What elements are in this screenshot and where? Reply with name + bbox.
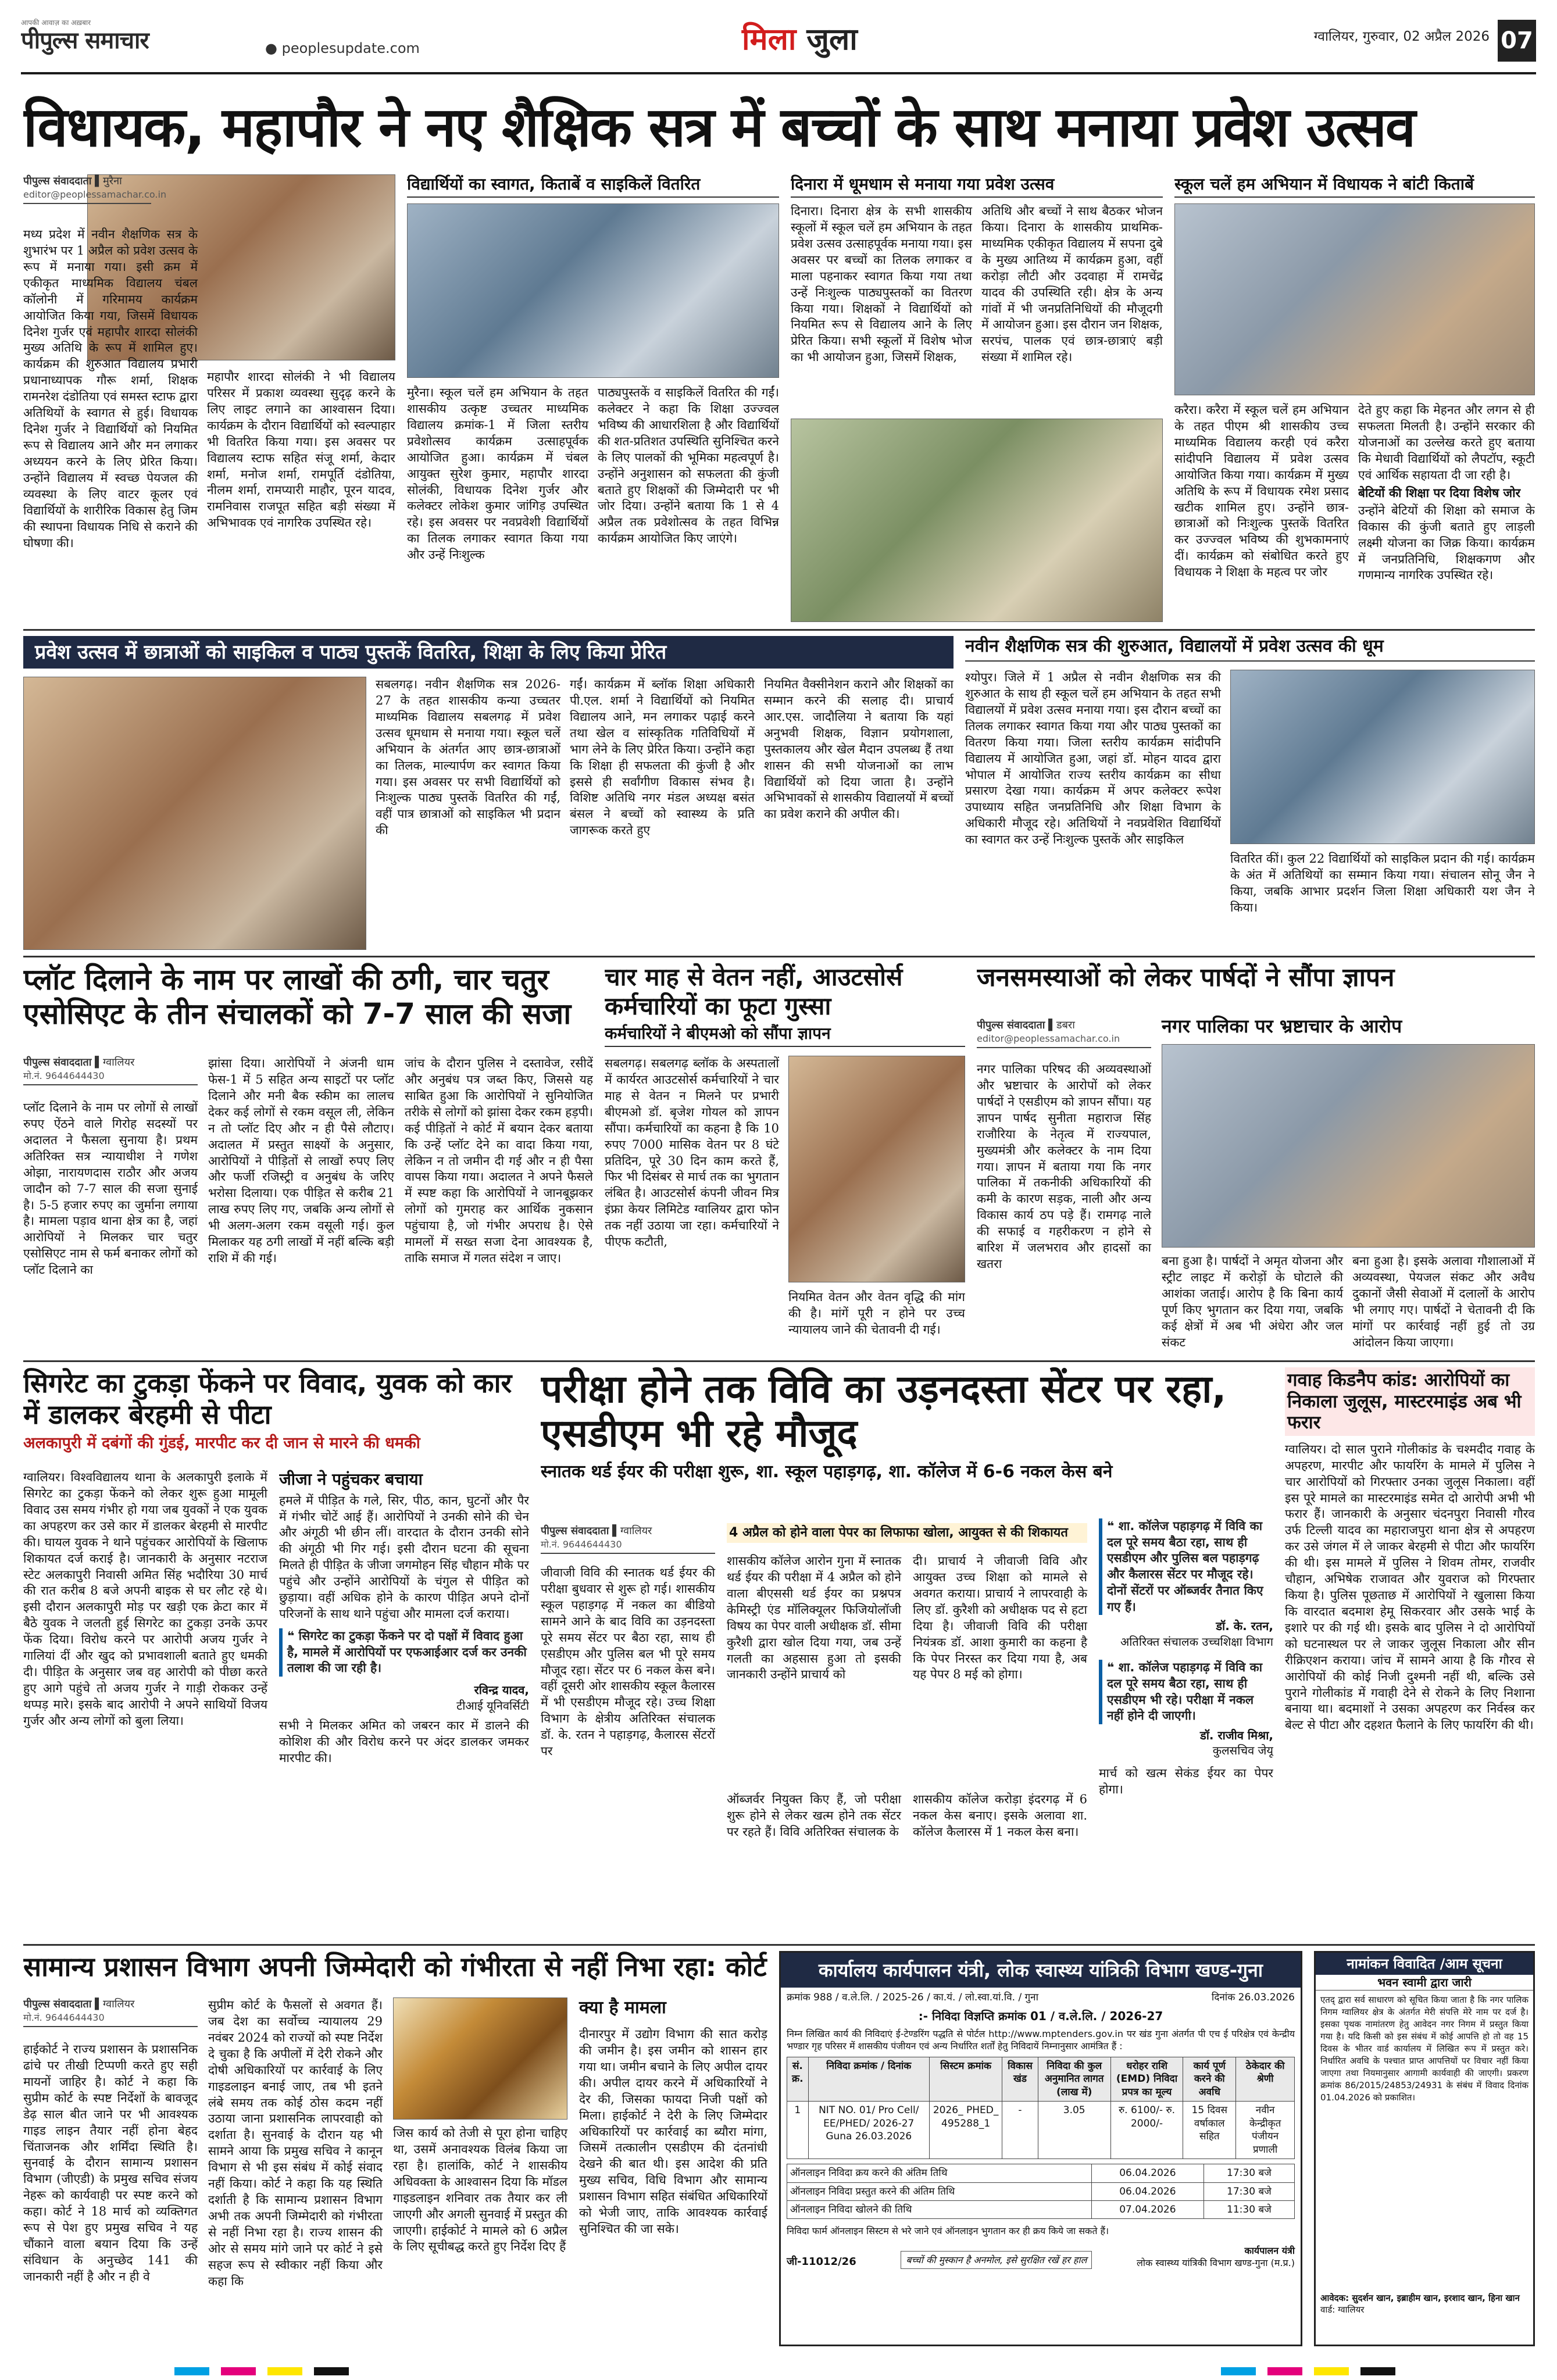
tender-date-cell: 11:30 बजे	[1204, 2200, 1294, 2218]
story-kidnap-body: ग्वालियर। दो साल पुराने गोलीकांड के चश्मदीद गवाह के अपहरण, मारपीट और फायरिंग के मामले में पुलिस ने चार आरोपियों को गिरफ्तार उनका जुलूस निकाला। वहीं इस पूरे मामले का मास्टरमाइंड समेत दो आरोपी अभी भी फरार हैं। जानकारी के अनुसार चंदनपुरा निवासी गौरव उर्फ टिल्ली यादव का महाराजपुरा थाना क्षेत्र से अपहरण कर उसे जंगल में ले जाकर बेरहमी से पीटा और फायरिंग की थी। इस मामले में पुलिस ने शिवम तोमर, राजवीर चौहान, अभिषेक राजावत और युवराज को गिरफ्तार किया है। पुलिस पूछताछ में आरोपियों ने खुलासा किया कि वारदात बदमाश हेमू सिकरवार और उसके भाई के इशारे पर की गई थी। इसके बाद पुलिस ने दो आरोपियों को घटनास्थल पर ले जाकर जुलूस निकाला और सीन रीक्रिएशन कराया। जांच में सामने आया है कि गौरव से आरोपियों की कोई निजी दुश्मनी नहीं थी, बल्कि उसे पुराने गोलीकांड में गवाही देने से रोकने के लिए निशाना बनाया था। बदमाशों ने उसका अपहरण कर निर्वस्त्र कर बेल्ट से पीटा और दहशत फैलाने के लिए फायरिंग की थी।	[1285, 1442, 1535, 1732]
cigarette-signer-name: रविन्द्र यादव,	[474, 1683, 529, 1698]
story-court-col4: दीनारपुर में उद्योग विभाग की सात करोड़ की जमीन है। इस जमीन को शासन हार गया था। जमीन बचाने के लिए अपील दायर की। अपील दायर करने में अधिकारियों ने देर की, जिसका फायदा निजी पक्षों को मिला। हाईकोर्ट ने देरी के लिए जिम्मेदार अधिकारियों पर कार्रवाई का ब्यौरा मांगा, जिसमें तत्कालीन एसडीएम की दंतनांधी देखने की बात थी। इस आदेश की प्रति मुख्य सचिव, विधि विभाग और सामान्य प्रशासन विभाग सहित संबंधित अधिकारियों को भेजी जाए, ताकि आवश्यक कार्रवाई सुनिश्चित की जा सके।	[579, 2027, 767, 2236]
tender-intro: निम्न लिखित कार्य की निविदाएं ई-टेण्डरिंग पद्धति से पोर्टल http://www.mptenders.gov.in पर खंड गुना अंतर्गत पी एच ई परिक्षेत्र एवं केन्द्रीय भण्डार गृह परिसर में शासकीय पंजीयन एवं अन्य निर्धारित शर्तों हेतु निविदायें निम्नानुसार आमंत्रित हैं :	[787, 2028, 1295, 2052]
story-sheopur-title: नवीन शैक्षणिक सत्र की शुरुआत, विद्यालयों में प्रवेश उत्सव की धूम	[965, 636, 1535, 662]
story-plot-fraud-col3: जांच के दौरान पुलिस ने दस्तावेज, रसीदें और अनुबंध पत्र जब्त किए, जिससे यह साबित हुआ कि आरोपियों ने सुनियोजित तरीके से लोगों को झांसा देकर रकम हड़पी। कई पीड़ितों ने कोर्ट में बयान देकर बताया कि उन्हें प्लॉट देने का वादा किया गया, लेकिन न तो जमीन दी गई और न ही पैसा वापस किया गया। अदालत ने अपने फैसले में स्पष्ट कहा कि आरोपियों ने जानबूझकर लोगों को गुमराह कर आर्थिक नुकसान पहुंचाया है, जो गंभीर अपराध है। ऐसे मामलों में सख्त सजा देना आवश्यक है, ताकि समाज में गलत संदेश न जाए।	[405, 1056, 593, 1266]
divider	[23, 1944, 1535, 1946]
story-sheopur	[965, 636, 1535, 950]
masthead	[21, 16, 1536, 74]
story-court-byline: पीपुल्स संवाददाता ▌ग्वालियर मो.नं. 9644644430	[23, 1997, 198, 2027]
tender-cell: रु. 6100/- रु. 2000/-	[1110, 2102, 1183, 2159]
tender-col-header: निविदा की कुल अनुमानित लागत (लाख में)	[1038, 2057, 1110, 2102]
story-murena-title: विद्यार्थियों का स्वागत, किताबें व साइकिलें वितरित	[407, 174, 779, 198]
story-exam-headline: परीक्षा होने तक विवि का उड़नदस्ता सेंटर पर रहा, एसडीएम भी रहे मौजूद	[541, 1367, 1227, 1456]
story-karera-photo	[1174, 203, 1535, 395]
story-cigarette-col1: ग्वालियर। विश्वविद्यालय थाना के अलकापुरी इलाके में सिगरेट का टुकड़ा फेंकने को लेकर शुरू हुआ मामूली विवाद उस समय गंभीर हो गया जब युवकों ने एक युवक का अपहरण कर उसे कार में डालकर बेरहमी से मारपीट की। घायल युवक ने थाने पहुंचकर आरोपियों के खिलाफ शिकायत दर्ज कराई है। जानकारी के अनुसार नटराज स्टेट अलकापुरी निवासी अमित सिंह भदौरिया 30 मार्च की रात करीब 8 बजे अपनी बाइक से घर लौट रहे थे। इसी दौरान अलकापुरी मोड़ पर खड़ी एक क्रेटा कार में बैठे युवक ने जलती हुई सिगरेट का टुकड़ा उनके ऊपर फेंक दिया। विरोध करने पर आरोपी अजय गुर्जर ने गालियां दीं और खुद को प्रभावशाली बताते हुए धमकी दी। पीड़ित के अनुसार जब वह आरोपी को पीछा करते हुए आगे पहुंचे तो अजय गुर्जर ने गाड़ी रोककर उन्हें थप्पड़ मारे। इसके बाद आरोपी ने अपने साथियों विजय गुर्जर और अन्य लोगों को बुला लिया।	[23, 1470, 267, 1728]
story-plot-fraud-col1: प्लॉट दिलाने के नाम पर लोगों से लाखों रुपए ऐंठने वाले गिरोह सदस्यों पर अदालत ने फैसला सुनाया है। प्रथम अतिरिक्त सत्र न्यायाधीश ने गणेश ओझा, नारायणदास राठौर और अजय जादौन को 7-7 साल की सजा सुनाई है। 5-5 हजार रुपए का जुर्माना लगाया है। मामला पड़ाव थाना क्षेत्र का है, जहां आरोपियों ने मिलकर चार चतुर एसोसिएट नाम से फर्म बनाकर लोगों को प्लॉट दिलाने का	[23, 1100, 198, 1277]
story-karera-col2-wrap	[1358, 402, 1535, 622]
ownership-notice-title2: भवन स्वामी द्वारा जारी	[1316, 1975, 1533, 1991]
tender-date-cell: 17:30 बजे	[1204, 2164, 1294, 2182]
story-sabalgarh-col3: नियमित वैक्सीनेशन कराने और शिक्षकों का सम्मान करने की सलाह दी। प्राचार्य आर.एस. जादौलिया ने बताया कि यहां अनुभवी शिक्षक, विज्ञान प्रयोगशाला, पुस्तकालय और खेल मैदान उपलब्ध हैं तथा शासन की सभी योजनाओं का लाभ विद्यार्थियों को दिया जाता है। उन्होंने अभिभावकों से शासकीय विद्यालयों में बच्चों का प्रवेश कराने की अपील की।	[764, 677, 954, 821]
quote-icon: ❝	[1107, 1660, 1115, 1675]
story-plot-fraud	[23, 963, 593, 1352]
story-salary-photo	[788, 1056, 965, 1282]
tender-date-row	[787, 2164, 1295, 2182]
story-salary-col1: सबलगढ़। सबलगढ़ ब्लॉक के अस्पतालों में कार्यरत आउटसोर्स कर्मचारियों ने चार माह से वेतन न मिलने पर प्रभारी बीएमओ डॉ. बृजेश गोयल को ज्ञापन सौंपा। कर्मचारियों का कहना है कि 10 रुपए 7000 मासिक वेतन पर 8 घंटे प्रतिदिन, पूरे 30 दिन काम करते हैं, फिर भी दिसंबर से मार्च तक का भुगतान लंबित है। आउटसोर्स कंपनी जीवन मित्र इंफ्रा केयर लिमिटेड ग्वालियर द्वारा फोन तक नहीं उठाया जा रहा। कर्मचारियों ने पीएफ कटौती,	[605, 1056, 779, 1249]
story-murena-col2: पाठ्यपुस्तकें व साइकिलें वितरित की गईं। कलेक्टर ने कहा कि शिक्षा उज्ज्वल भविष्य की आधारशिला है और विद्यार्थियों की शत-प्रतिशत उपस्थिति सुनिश्चित करने के लिए पालकों की भूमिका महत्वपूर्ण है। उन्होंने अनुशासन को सफलता की कुंजी बताते हुए शिक्षकों की जिम्मेदारी पर भी जोर दिया। उन्होंने बताया कि 1 से 4 अप्रैल तक प्रवेशोत्सव के तहत विभिन्न कार्यक्रम आयोजित किए जाएंगे।	[598, 385, 779, 546]
story-sabalgarh-col1: सबलगढ़। नवीन शैक्षणिक सत्र 2026-27 के तहत शासकीय कन्या उच्चतर माध्यमिक विद्यालय सबलगढ़ में प्रवेश उत्सव धूमधाम से मनाया गया। स्कूल चलें अभियान के अंतर्गत आए छात्र-छात्राओं का तिलक, माल्यार्पण कर स्वागत किया गया। इस अवसर पर सभी विद्यार्थियों को निःशुल्क पाठ्य पुस्तकें वितरित की गईं, वहीं पात्र छात्राओं को साइकिल भी प्रदान की	[376, 677, 560, 838]
exam-byline-mobile: मो.नं. 9644644430	[541, 1538, 622, 1550]
plot-byline-place: ग्वालियर	[103, 1056, 135, 1069]
story-exam-col4: ऑब्जर्वर नियुक्त किए हैं, जो परीक्षा शुरू होने से लेकर खत्म होने तक सेंटर पर रहते हैं। विवि अतिरिक्त संचालक के	[727, 1792, 901, 1839]
tender-date-cell: 06.04.2026	[1091, 2182, 1204, 2200]
tender-footer: निविदा फार्म ऑनलाइन सिस्टम से भरे जाने एवं ऑनलाइन भुगतान कर ही क्रय किये जा सकते हैं।	[787, 2225, 1109, 2237]
tender-signer-title: लोक स्वास्थ्य यांत्रिकी विभाग खण्ड-गुना (म.प्र.)	[1136, 2257, 1295, 2268]
dabra-byline-name: पीपुल्स संवाददाता	[977, 1019, 1045, 1031]
story-dabra-col2: बना हुआ है। पार्षदों ने अमृत योजना और स्ट्रीट लाइट में करोड़ों के घोटाले की आशंका जताई। आरोप है कि बिना कार्य पूर्ण किए भुगतान कर दिया गया, जबकि कई क्षेत्रों में अब भी अंधेरा और जल संकट	[1162, 1254, 1343, 1349]
story-murena	[407, 174, 779, 622]
print-mark-yellow	[1314, 2367, 1349, 2375]
print-mark-yellow	[267, 2367, 302, 2375]
story-sheopur-photo	[1230, 670, 1535, 844]
tender-col-header: सिस्टम क्रमांक	[929, 2057, 1002, 2102]
lead-byline: पीपुल्स संवाददाता ▌मुरैना editor@peoplessamachar.co.in	[23, 174, 151, 204]
tender-table-wrap	[781, 2054, 1301, 2221]
tender-cell: 3.05	[1038, 2102, 1110, 2159]
tender-notice-no: :- निविदा विज्ञप्ति क्रमांक 01 / व.ले.लि. / 2026-27	[918, 2009, 1163, 2024]
story-dabra	[977, 963, 1535, 1352]
story-dabra-headline: जनसमस्याओं को लेकर पार्षदों ने सौंपा ज्ञापन	[977, 963, 1395, 992]
divider	[23, 1360, 1535, 1362]
story-kidnap-headline: गवाह किडनैप कांड: आरोपियों का निकाला जुलूस, मास्टरमाइंड अब भी फरार	[1285, 1367, 1535, 1436]
lead-byline-name: पीपुल्स संवाददाता	[23, 175, 92, 187]
dabra-byline-place: डबरा	[1056, 1019, 1075, 1031]
court-byline-name: पीपुल्स संवाददाता	[23, 1998, 92, 2010]
divider	[23, 956, 1535, 957]
tender-cell: -	[1002, 2102, 1038, 2159]
story-court-sub: क्या है मामला	[579, 1997, 666, 2018]
tender-cell: नवीन केन्द्रीकृत पंजीयन प्रणाली	[1236, 2102, 1295, 2159]
lead-byline-place: मुरैना	[103, 175, 122, 187]
story-court-col3: जिस कार्य को तेजी से पूरा होना चाहिए था, उसमें अनावश्यक विलंब किया जा रहा है। हालांकि, कोर्ट ने शासकीय अधिवक्ता के आश्वासन दिया कि मॉडल गाइडलाइन शनिवार तक तैयार कर ली जाएगी और अगली सुनवाई में प्रस्तुत की जाएगी। हाईकोर्ट ने मामले को 6 अप्रैल के लिए सूचीबद्ध करते हुए निर्देश दिए हैं	[393, 2126, 567, 2254]
divider	[23, 629, 1535, 631]
tender-col-header: धरोहर राशि (EMD) निविदा प्रपत्र का मूल्य	[1110, 2057, 1183, 2102]
story-exam-signer2	[1099, 1728, 1273, 1759]
print-mark-magenta	[221, 2367, 256, 2375]
exam-signer2-title: कुलसचिव जेयू	[1212, 1743, 1273, 1758]
ownership-notice-body: एतद् द्वारा सर्व साधारण को सूचित किया जाता है कि नगर पालिक निगम ग्वालियर क्षेत्र के अंतर्गत मेरी संपत्ति मेरे नाम पर दर्ज है। इसका पृथक नामांतरण हेतु आवेदन नगर निगम में प्रस्तुत किया गया है। यदि किसी को इस संबंध में कोई आपत्ति हो तो वह 15 दिवस के भीतर वार्ड कार्यालय में लिखित रूप में प्रस्तुत करे। निर्धारित अवधि के पश्चात प्राप्त आपत्तियों पर विचार नहीं किया जाएगा तथा नियमानुसार आगामी कार्यवाही की जाएगी। प्रकरण क्रमांक 86/2015/24853/24931 के संबंध में विवाद दिनांक 01.04.2026 को प्रकाशित।	[1320, 1995, 1529, 2103]
story-exam-col1: जीवाजी विवि की स्नातक थर्ड ईयर की परीक्षा बुधवार से शुरू हो गई। शासकीय स्कूल पहाड़गढ़ में नकल का बीडियो सामने आने के बाद विवि का उड़नदस्ता पूरे समय सेंटर पर बैठा रहा, साथ ही एसडीएम और पुलिस बल भी पूरे समय मौजूद रहा। सेंटर पर 6 नकल केस बने। वहीं दूसरी ओर शासकीय स्कूल कैलारस में भी एसडीएम मौजूद रहे। उच्च शिक्षा विभाग के क्षेत्रीय अतिरिक्त संचालक डॉ. के. रतन ने पहाड़गढ़, कैलारस सेंटरों पर	[541, 1566, 715, 1759]
tender-cell: NIT NO. 01/ Pro Cell/ EE/PHED/ 2026-27 Guna 26.03.2026	[808, 2102, 929, 2159]
story-exam-inset-title: 4 अप्रैल को होने वाला पेपर का लिफाफा खोला, आयुक्त से की शिकायत	[727, 1523, 1087, 1543]
story-cigarette-col2: हमले में पीड़ित के गले, सिर, पीठ, कान, घुटनों और पैर में गंभीर चोटें आई हैं। आरोपियों ने उनकी सोने की चेन और अंगूठी भी छीन लीं। वारदात के दौरान उनकी सोने की अंगूठी भी गिर गई। इसी दौरान घटना की सूचना मिलते ही पीड़ित के जीजा जगमोहन सिंह चौहान मौके पर पहुंचे और उन्होंने आरोपियों के चंगुल से पीड़ित को छुड़ाया। वहीं अधिक होने के कारण पीड़ित अपने दोनों परिजनों के साथ थाने पहुंचा और मामला दर्ज कराया।	[279, 1493, 529, 1621]
story-exam-quote2-text: शा. कॉलेज पहाड़गढ़ में विवि का दल पूरे समय बैठा रहा, साथ ही एसडीएम भी रहे। परीक्षा में नकल नहीं होने दी जाएगी।	[1107, 1660, 1263, 1723]
tender-notice	[779, 1951, 1302, 2346]
tender-signer	[1137, 2245, 1295, 2269]
tender-title: कार्यालय कार्यपालन यंत्री, लोक स्वास्थ्य यांत्रिकी विभाग खण्ड-गुना	[781, 1953, 1301, 1988]
tender-cell: 15 दिवस वर्षाकाल सहित	[1183, 2102, 1236, 2159]
story-kidnap	[1285, 1367, 1535, 1937]
story-sabalgarh-col2: गईं। कार्यक्रम में ब्लॉक शिक्षा अधिकारी पी.एल. शर्मा ने विद्यार्थियों को नियमित विद्यालय आने, मन लगाकर पढ़ाई करने तथा खेल व सांस्कृतिक गतिविधियों में भाग लेने के लिए प्रेरित किया। उन्होंने कहा कि शिक्षा ही सफलता की कुंजी है और इससे ही सर्वांगीण विकास संभव है। विशिष्ट अतिथि नगर मंडल अध्यक्ष बसंत बंसल ने बच्चों को स्वास्थ्य के प्रति जागरूक करते हुए	[570, 677, 755, 838]
dabra-byline-email: editor@peoplessamachar.co.in	[977, 1032, 1120, 1044]
logo-tagline: आपकी आवाज़ का अख़बार	[21, 19, 91, 27]
story-cigarette-quote-text: सिगरेट का टुकड़ा फेंकने पर दो पक्षों में विवाद हुआ है, मामले में आरोपियों पर एफआईआर दर्ज कर उनकी तलाश की जा रही है।	[287, 1628, 527, 1675]
tender-date-cell: ऑनलाइन निविदा प्रस्तुत करने की अंतिम तिथि	[787, 2182, 1092, 2200]
tender-date-cell: 06.04.2026	[1091, 2164, 1204, 2182]
tender-col-header: ठेकेदार की श्रेणी	[1236, 2057, 1295, 2102]
story-salary-headline: चार माह से वेतन नहीं, आउटसोर्स कर्मचारियों का फूटा गुस्सा	[605, 963, 903, 1020]
story-exam-quote1	[1099, 1518, 1273, 1615]
tender-dates-body	[787, 2164, 1295, 2219]
story-sabalgarh-banner: प्रवेश उत्सव में छात्राओं को साइकिल व पाठ्य पुस्तकें वितरित, शिक्षा के लिए किया प्रेरित	[23, 636, 954, 669]
story-cigarette-headline: सिगरेट का टुकड़ा फेंकने पर विवाद, युवक को कार में डालकर बेरहमी से पीटा	[23, 1367, 512, 1431]
quote-icon: ❝	[1107, 1519, 1115, 1533]
tender-col-header: निविदा क्रमांक / दिनांक	[808, 2057, 929, 2102]
exam-signer2-name: डॉ. राजीव मिश्रा,	[1200, 1728, 1273, 1742]
tender-slogan: बच्चों की मुस्कान है अनमोल, इसे सुरक्षित रखें हर हाल	[901, 2251, 1092, 2269]
story-cigarette-quote	[279, 1628, 529, 1677]
exam-signer1-name: डॉ. के. रतन,	[1216, 1619, 1273, 1634]
story-court-photo-gavel	[393, 1997, 567, 2120]
story-court-col2: सुप्रीम कोर्ट के फैसलों से अवगत हैं। जब देश का सर्वोच्च न्यायालय 29 नवंबर 2024 को राज्यों को स्पष्ट निर्देश दे चुका है कि अपीलों में देरी रोकने और दोषी अधिकारियों पर कार्रवाई के लिए गाइडलाइन बनाई जाए, तब भी इतने लंबे समय तक कोई ठोस कदम नहीं उठाया जाना प्रशासनिक लापरवाही को दर्शाता है। सुनवाई के दौरान यह भी सामने आया कि प्रमुख सचिव ने कानून विभाग से भी इस संबंध में कोई संवाद नहीं किया। कोर्ट ने कहा कि यह स्थिति दर्शाती है कि सामान्य प्रशासन विभाग अभी तक अपनी जिम्मेदारी को गंभीरता से नहीं निभा रहा है। राज्य शासन की ओर से समय मांगे जाने पर कोर्ट ने इसे सहज रूप से स्वीकार नहीं किया और कहा कि	[208, 1998, 383, 2288]
tender-date: दिनांक 26.03.2026	[1211, 1992, 1295, 2003]
quote-icon: ❝	[287, 1628, 295, 1643]
story-dinara-col1: दिनारा। दिनारा क्षेत्र के सभी शासकीय स्कूलों में स्कूल चलें हम अभियान के तहत प्रवेश उत्सव उत्साहपूर्वक मनाया गया। इस अवसर पर बच्चों का तिलक लगाकर व माला पहनाकर स्वागत किया गया तथा उन्हें निःशुल्क पाठ्यपुस्तकों का वितरण किया गया। शिक्षकों ने विद्यार्थियों को नियमित रूप से विद्यालय आने के लिए प्रेरित किया। सभी स्कूलों में विशेष भोज का भी आयोजन हुआ, जिसमें शिक्षक,	[791, 204, 972, 364]
tender-date-row	[787, 2182, 1295, 2200]
exam-signer1-title: अतिरिक्त संचालक उच्चशिक्षा विभाग	[1120, 1634, 1273, 1649]
lead-story-main	[23, 174, 395, 622]
print-mark-black	[1360, 2367, 1395, 2375]
story-salary-col2: नियमित वेतन और वेतन वृद्धि की मांग की है। मांगें पूरी न होने पर उच्च न्यायालय जाने की चेतावनी दी गई।	[788, 1290, 965, 1336]
tender-row	[787, 2102, 1295, 2159]
tender-col-header: सं. क्र.	[787, 2057, 809, 2102]
court-byline-place: ग्वालियर	[103, 1998, 135, 2010]
story-court-headline: सामान्य प्रशासन विभाग अपनी जिम्मेदारी को गंभीरता से नहीं निभा रहा: कोर्ट	[23, 1951, 767, 1982]
story-karera-col1: करैरा। करैरा में स्कूल चलें हम अभियान के तहत पीएम श्री शासकीय उच्च माध्यमिक विद्यालय करही एवं करैरा सांदीपनि विद्यालय में प्रवेश उत्सव आयोजित किया गया। कार्यक्रम में मुख्य अतिथि के रूप में विधायक रमेश प्रसाद खटीक शामिल हुए। उन्होंने छात्र-छात्राओं को निःशुल्क पुस्तकें वितरित कर उज्ज्वल भविष्य की शुभकामनाएं दीं। कार्यक्रम को संबोधित करते हुए विधायक ने शिक्षा के महत्व पर जोर	[1174, 403, 1349, 580]
story-cigarette-sub: अलकापुरी में दबंगों की गुंडई, मारपीट कर दी जान से मारने की धमकी	[23, 1434, 420, 1452]
story-karera-col3: उन्होंने बेटियों की शिक्षा को समाज के विकास की कुंजी बताते हुए लाड़ली लक्ष्मी योजना का जिक्र किया। कार्यक्रम में जनप्रतिनिधि, शिक्षकगण और गणमान्य नागरिक उपस्थित रहे।	[1358, 503, 1535, 583]
story-dinara	[791, 174, 1163, 622]
story-murena-photo	[407, 203, 779, 378]
section-title-part2: जुला	[806, 22, 858, 57]
newspaper-logo[interactable]	[21, 19, 149, 56]
tender-date-row	[787, 2200, 1295, 2218]
logo-text: पीपुल्स समाचार	[21, 27, 149, 54]
globe-icon: ●	[265, 40, 277, 56]
story-exam-quotes	[1099, 1518, 1273, 1937]
story-dabra-col1: नगर पालिका परिषद की अव्यवस्थाओं और भ्रष्टाचार के आरोपों को लेकर पार्षदों ने एसडीएम को ज्ञापन सौंपा। यह ज्ञापन पार्षद सुनीता महाराज सिंह राजौरिया के नेतृत्व में राज्यपाल, मुख्यमंत्री और कलेक्टर के नाम दिया गया। ज्ञापन में बताया गया कि नगर पालिका में तकनीकी अधिकारियों की कमी के कारण सड़क, नाली और अन्य विकास कार्य ठप पड़े हैं। रामगढ़ नाले की सफाई व गहरीकरण न होने से बारिश में जलभराव और हादसों का खतरा	[977, 1062, 1151, 1271]
tender-date-cell: 17:30 बजे	[1204, 2182, 1294, 2200]
story-salary-sub: कर्मचारियों ने बीएमओ को सौंपा ज्ञापन	[605, 1024, 965, 1047]
story-salary	[605, 963, 965, 1352]
story-exam-quote2	[1099, 1660, 1273, 1724]
ownership-notice-applicant: आवेदक: सुदर्शन खान, इब्राहीम खान, इरशाद खान, हिना खान	[1320, 2293, 1520, 2304]
story-exam-byline: पीपुल्स संवाददाता ▌ग्वालियर मो.नं. 9644644430	[541, 1524, 715, 1554]
story-cigarette-col2-wrap	[279, 1470, 529, 1937]
tender-cell: 2026_ PHED_ 495288_1	[929, 2102, 1002, 2159]
plot-byline-mobile: मो.नं. 9644644430	[23, 1070, 105, 1081]
story-exam-quote1-text: शा. कॉलेज पहाड़गढ़ में विवि का दल पूरे समय बैठा रहा, साथ ही एसडीएम और पुलिस बल पहाड़गढ़ और कैलारस सेंटर पर मौजूद रहे। दोनों सेंटरों पर ऑब्जर्वर तैनात किए गए हैं।	[1107, 1519, 1263, 1614]
story-karera	[1174, 174, 1535, 622]
story-court-col1: हाईकोर्ट ने राज्य प्रशासन के प्रशासनिक ढांचे पर तीखी टिप्पणी करते हुए सही मायनों जाहिर है। कोर्ट ने कहा कि सुप्रीम कोर्ट के स्पष्ट निर्देशों के बावजूद डेढ़ साल बीत जाने पर भी आवश्यक गाइड लाइन तैयार नहीं होना बेहद चिंताजनक और शर्मिंदा स्थिति है। सुनवाई के दौरान सामान्य प्रशासन विभाग (जीएडी) के प्रमुख सचिव संजय नेहरू को कार्यवाही पर स्पष्ट करने को कहा। कोर्ट ने 18 मार्च को व्यक्तिगत रूप से पेश हुए प्रमुख सचिव ने यह चौंकाने वाला बयान दिया कि उन्हें संविधान के अनुच्छेद 141 की जानकारी नहीं है और न ही वे	[23, 2042, 198, 2283]
story-exam-tail: मार्च को खत्म सेकंड ईयर का पेपर होगा।	[1099, 1766, 1273, 1796]
tender-table-body	[787, 2102, 1295, 2159]
ownership-notice-ward: वार्ड: ग्वालियर	[1320, 2304, 1365, 2315]
story-plot-fraud-headline: प्लॉट दिलाने के नाम पर लाखों की ठगी, चार चतुर एसोसिएट के तीन संचालकों को 7-7 साल की सजा	[23, 963, 572, 1031]
story-sheopur-col2: वितरित कीं। कुल 22 विद्यार्थियों को साइकिल प्रदान की गई। कार्यक्रम के अंत में अतिथियों का सम्मान किया गया। संचालन सोनू जैन ने किया, जबकि आभार प्रदर्शन जिला शिक्षा अधिकारी यश जैन ने किया।	[1230, 852, 1535, 914]
story-plot-fraud-byline: पीपुल्स संवाददाता ▌ग्वालियर मो.नं. 9644644430	[23, 1056, 198, 1085]
tender-code: जी-11012/26	[787, 2256, 856, 2268]
story-cigarette-signer	[279, 1682, 529, 1713]
story-dabra-sub: नगर पालिका पर भ्रष्टाचार के आरोप	[1162, 1015, 1402, 1037]
story-dabra-col3: बना हुआ है। इसके अलावा गौशालाओं में अव्यवस्था, पेयजल संकट और अवैध दुकानों जैसी सेवाओं में दलालों के आरोप भी लगाए गए। पार्षदों ने चेतावनी दी कि मांगों पर कार्रवाई नहीं हुई तो उग्र आंदोलन किया जाएगा।	[1352, 1254, 1535, 1349]
section-title-part1: मिला	[742, 22, 797, 57]
story-murena-col1: मुरैना। स्कूल चलें हम अभियान के तहत शासकीय उत्कृष्ट उच्चतर माध्यमिक विद्यालय क्रमांक-1 में जिला स्तरीय प्रवेशोत्सव कार्यक्रम उत्साहपूर्वक आयोजित हुआ। कार्यक्रम में चंबल आयुक्त सुरेश कुमार, महापौर शारदा सोलंकी, विधायक दिनेश गुर्जर और कलेक्टर लोकेश कुमार जांगिड़ उपस्थित रहे। इस अवसर पर नवप्रवेशी विद्यार्थियों का तिलक लगाकर स्वागत किया गया और उन्हें निःशुल्क	[407, 385, 588, 562]
lead-col2: महापौर शारदा सोलंकी ने भी विद्यालय परिसर में प्रकाश व्यवस्था सुदृढ़ करने के लिए लाइट लगाने का आश्वासन दिया। कार्यक्रम के दौरान विद्यार्थियों को स्वल्पाहार भी वितरित किया गया। इस अवसर पर विद्यालय स्टाफ सहित संजू शर्मा, केदार शर्मा, मनोज शर्मा, रामपूर्ति दंडोतिया, नीलम शर्मा, रामप्यारी माहौर, पूरन यादव, रामनिवास राजपूत सहित बड़ी संख्या में अभिभावक एवं नागरिक उपस्थित रहे।	[207, 370, 395, 530]
tender-date-cell: ऑनलाइन निविदा खोलने की तिथि	[787, 2200, 1092, 2218]
exam-byline-name: पीपुल्स संवाददाता	[541, 1525, 609, 1537]
story-cigarette-sub2: जीजा ने पहुंचकर बचाया	[279, 1470, 423, 1489]
ownership-notice	[1314, 1951, 1535, 2346]
print-mark-magenta	[1267, 2367, 1302, 2375]
story-exam-col3: दी। प्राचार्य ने जीवाजी विवि और आयुक्त उच्च शिक्षा को मामले से अवगत कराया। प्राचार्य ने लापरवाही के लिए डॉ. कुरैशी को अधीक्षक पद से हटा दिया है। जीवाजी विवि की परीक्षा नियंत्रक डॉ. आशा कुमारी का कहना है कि पेपर निरस्त कर दिया गया है, अब यह पेपर 8 मई को होगा।	[913, 1554, 1087, 1682]
tender-col-header: विकास खंड	[1002, 2057, 1038, 2102]
story-exam-col5: शासकीय कॉलेज करोड़ा इंदरगढ़ में 6 नकल केस बनाए। इसके अलावा शा. कॉलेज कैलारस में 1 नकल केस बना।	[913, 1792, 1087, 1839]
tender-cell: 1	[787, 2102, 809, 2159]
story-dinara-title: दिनारा में धूमधाम से मनाया गया प्रवेश उत्सव	[791, 174, 1163, 198]
story-dinara-photo	[791, 419, 1163, 622]
story-exam-col2: शासकीय कॉलेज आरोन गुना में स्नातक थर्ड ईयर की परीक्षा में 4 अप्रैल को होने वाला बीएससी थर्ड ईयर का प्रश्नपत्र केमिस्ट्री एंड मॉलिक्यूलर फिजियोलॉजी विषय का पेपर वाली अधीक्षक डॉ. सीमा कुरैशी द्वारा खोल दिया गया, जब उन्हें गलती का अहसास हुआ तो इसकी जानकारी उन्होंने प्राचार्य को	[727, 1554, 901, 1682]
tender-ref: क्रमांक 988 / व.ले.लि. / 2025-26 / का.यं. / लो.स्वा.यां.वि. / गुना	[787, 1992, 1039, 2003]
story-sheopur-col1: श्योपुर। जिले में 1 अप्रैल से नवीन शैक्षणिक सत्र की शुरुआत के साथ ही स्कूल चलें हम अभियान के तहत सभी विद्यालयों में प्रवेश उत्सव मनाया गया। इस दौरान बच्चों का तिलक लगाकर स्वागत किया गया और पाठ्य पुस्तकों का वितरण किया गया। जिला स्तरीय कार्यक्रम सांदीपनि विद्यालय में आयोजित हुआ, जहां डॉ. मोहन यादव द्वारा भोपाल में आयोजित राज्य स्तरीय कार्यक्रम का सीधा प्रसारण देखा गया। कार्यक्रम में अपर कलेक्टर रूपेश उपाध्याय सहित जनप्रतिनिधि और शिक्षा विभाग के अधिकारी मौजूद रहे। अतिथियों ने नवप्रवेशित विद्यार्थियों का स्वागत कर उन्हें निःशुल्क पुस्तकें और साइकिल	[965, 670, 1221, 847]
story-court	[23, 1951, 767, 2352]
story-dinara-col2: अतिथि और बच्चों ने साथ बैठकर भोजन किया। दिनारा के शासकीय प्राथमिक-माध्यमिक एकीकृत विद्यालय में सपना दुबे के मुख्य आतिथ्य में कार्यक्रम हुआ, वहीं करोड़ा लौटी और उदवाहा में रामचेंद्र यादव की उपस्थिति रही। क्षेत्र के अन्य गांवों में भी जनप्रतिनिधियों की मौजूदगी में आयोजन हुआ। इस दौरान जन शिक्षक, सरपंच, पालक एवं छात्र-छात्राएं बड़ी संख्या में शामिल रहे।	[981, 204, 1163, 364]
lead-col1: मध्य प्रदेश में नवीन शैक्षणिक सत्र के शुभारंभ पर 1 अप्रैल को प्रवेश उत्सव के रूप में मनाया गया। इसी क्रम में एकीकृत माध्यमिक विद्यालय चंबल कॉलोनी में गरिमामय कार्यक्रम आयोजित किया गया, जिसमें विधायक दिनेश गुर्जर एवं महापौर शारदा सोलंकी मुख्य अतिथि के रूप में शामिल हुए। कार्यक्रम की शुरुआत विद्यालय प्रभारी प्रधानाध्यापक गौरू शर्मा, शिक्षक रामनरेश दंडोतिया एवं समस्त स्टाफ द्वारा अतिथियों के स्वागत से हुई। विधायक दिनेश गुर्जर ने विद्यार्थियों को नियमित रूप से विद्यालय आने और मन लगाकर अध्ययन करने के लिए प्रेरित किया। उन्होंने विद्यालय में स्वच्छ पेयजल की व्यवस्था के लिए वाटर कूलर एवं विद्यार्थियों के शारीरिक विकास हेतु जिम की स्थापना विधायक निधि से कराने की घोषणा की।	[23, 227, 198, 550]
story-karera-title: स्कूल चलें हम अभियान में विधायक ने बांटी किताबें	[1174, 174, 1535, 198]
story-sabalgarh-photo	[23, 677, 366, 950]
site-url[interactable]	[265, 40, 420, 58]
story-exam	[541, 1367, 1273, 1937]
print-mark-cyan	[1221, 2367, 1256, 2375]
ownership-notice-title: नामांकन विवादित /आम सूचना	[1316, 1953, 1533, 1975]
tender-col-header: कार्य पूर्ण करने की अवधि	[1183, 2057, 1236, 2102]
lead-headline: विधायक, महापौर ने नए शैक्षिक सत्र में बच्चों के साथ मनाया प्रवेश उत्सव	[23, 96, 1415, 159]
section-title	[742, 20, 858, 60]
site-url-text: peoplesupdate.com	[281, 40, 420, 56]
story-exam-sub: स्नातक थर्ड ईयर की परीक्षा शुरू, शा. स्कूल पहाड़गढ़, शा. कॉलेज में 6-6 नकल केस बने	[541, 1461, 1113, 1482]
dateline: ग्वालियर, गुरुवार, 02 अप्रैल 2026	[1313, 29, 1490, 44]
page-number: 07	[1498, 20, 1536, 62]
story-dabra-photo	[1162, 1044, 1535, 1248]
story-cigarette	[23, 1367, 529, 1937]
story-karera-subhead: बेटियों की शिक्षा पर दिया विशेष जोर	[1358, 485, 1521, 500]
tender-ref-line	[781, 1988, 1301, 2007]
tender-date-cell: ऑनलाइन निविदा क्रय करने की अंतिम तिथि	[787, 2164, 1092, 2182]
tender-table-header	[787, 2057, 1295, 2102]
tender-table	[787, 2057, 1295, 2159]
story-exam-signer1	[1099, 1618, 1273, 1649]
lead-byline-email: editor@peoplessamachar.co.in	[23, 188, 167, 200]
tender-dates-table	[787, 2164, 1295, 2219]
tender-date-cell: 07.04.2026	[1091, 2200, 1204, 2218]
print-mark-cyan	[174, 2367, 209, 2375]
story-sabalgarh	[23, 636, 954, 950]
tender-signer-name: कार्यपालन यंत्री	[1244, 2245, 1295, 2256]
cigarette-signer-title: टीआई यूनिवर्सिटी	[456, 1698, 529, 1713]
story-plot-fraud-col2: झांसा दिया। आरोपियों ने अंजनी धाम फेस-1 में 5 सहित अन्य साइटों पर प्लॉट दिलाने और मनी बैक स्कीम का लालच देकर कई लोगों से रकम वसूल ली, लेकिन न तो प्लॉट दिए और न ही पैसे लौटाए। अदालत में प्रस्तुत साक्ष्यों के अनुसार, आरोपियों ने पीड़ितों से लाखों रुपए लिए और फर्जी रजिस्ट्री व अनुबंध के जरिए भरोसा दिलाया। एक पीड़ित से करीब 21 लाख रुपए लिए गए, जबकि अन्य लोगों से भी अलग-अलग रकम वसूली गई। कुल मिलाकर यह ठगी लाखों में नहीं बल्कि बड़ी राशि में की गई।	[208, 1056, 394, 1266]
story-dabra-byline: पीपुल्स संवाददाता ▌डबरा editor@peoplessamachar.co.in	[977, 1019, 1151, 1048]
story-karera-col2: देते हुए कहा कि मेहनत और लगन से ही सफलता मिलती है। उन्होंने सरकार की योजनाओं का उल्लेख करते हुए बताया कि मेधावी विद्यार्थियों को लैपटॉप, स्कूटी एवं आर्थिक सहायता दी जा रही है।	[1358, 403, 1535, 482]
court-byline-mobile: मो.नं. 9644644430	[23, 2011, 105, 2023]
tender-bottom	[781, 2241, 1301, 2272]
story-cigarette-tail: सभी ने मिलकर अमित को जबरन कार में डालने की कोशिश की और विरोध करने पर अंदर डालकर जमकर मारपीट की।	[279, 1718, 529, 1765]
exam-byline-place: ग्वालियर	[620, 1525, 652, 1537]
print-mark-black	[314, 2367, 349, 2375]
plot-byline-name: पीपुल्स संवाददाता	[23, 1056, 92, 1069]
